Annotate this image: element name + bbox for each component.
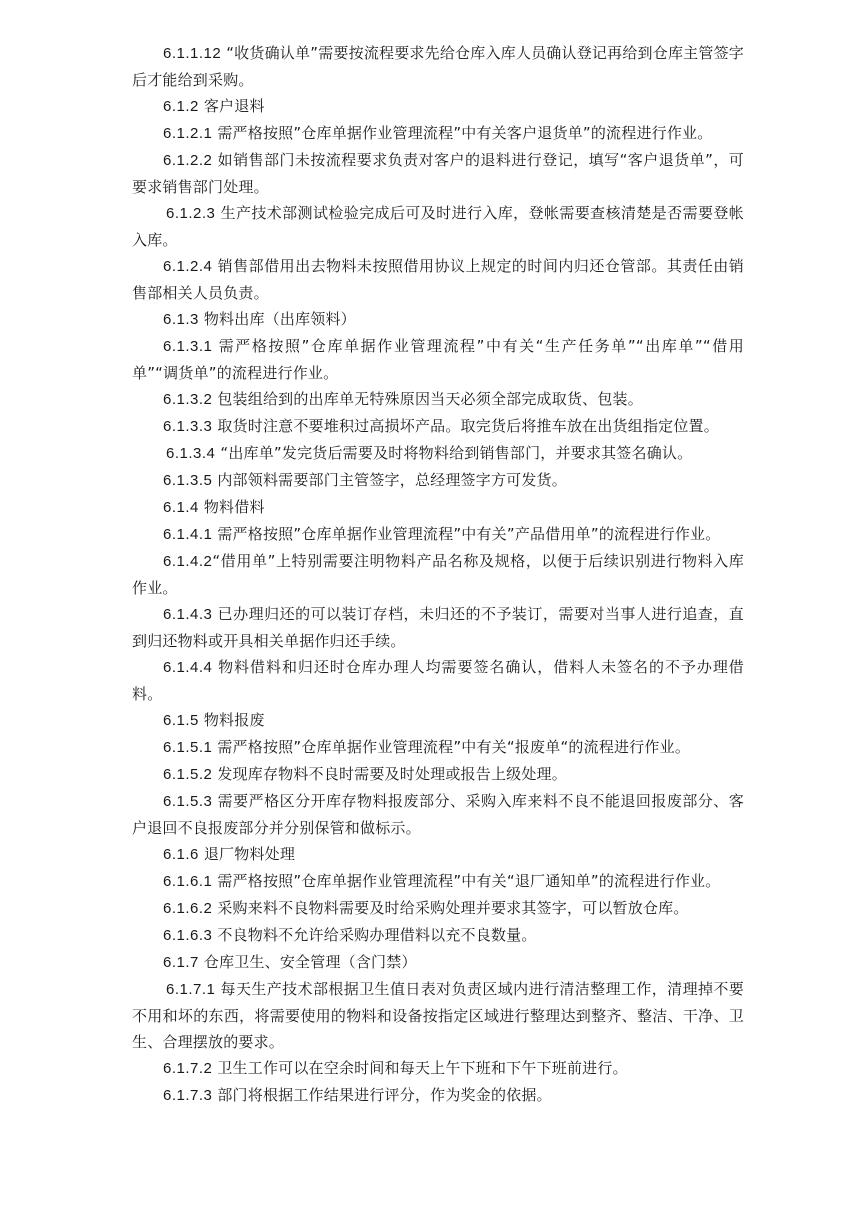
paragraph-6-1-4-4 xyxy=(132,654,744,707)
heading-6-1-7 xyxy=(132,949,744,976)
clause-number: 6.1.4.1 xyxy=(163,526,213,543)
paragraph-6-1-7-3 xyxy=(132,1082,744,1109)
section-number: 6.1.7 xyxy=(163,954,199,971)
clause-text: 卫生工作可以在空余时间和每天上午下班和下午下班前进行。 xyxy=(212,1059,628,1077)
clause-number: 6.1.5.2 xyxy=(163,766,213,783)
clause-number: 6.1.2.1 xyxy=(163,125,213,142)
paragraph-6-1-5-3 xyxy=(132,788,744,841)
clause-text: 如销售部门未按流程要求负责对客户的退料进行登记，填写“客户退货单”，可要求销售部门处理。 xyxy=(132,151,744,196)
paragraph-6-1-6-2 xyxy=(132,895,744,922)
clause-text: 生产技术部测试检验完成后可及时进行入库，登帐需要查核清楚是否需要登帐入库。 xyxy=(132,204,744,249)
section-number: 6.1.2 xyxy=(163,98,199,115)
clause-text: 不良物料不允许给采购办理借料以充不良数量。 xyxy=(212,926,537,944)
heading-6-1-2 xyxy=(132,93,744,120)
paragraph-6-1-6-1 xyxy=(132,868,744,895)
clause-number: 6.1.7.2 xyxy=(163,1060,213,1077)
paragraph-6-1-3-2 xyxy=(132,386,744,413)
clause-number: 6.1.2.4 xyxy=(163,258,213,275)
clause-number: 6.1.2.3 xyxy=(166,205,216,222)
section-title: 物料报废 xyxy=(198,711,265,729)
clause-number: 6.1.4.3 xyxy=(163,606,213,623)
paragraph-6-1-3-5 xyxy=(132,467,744,494)
paragraph-6-1-2-2 xyxy=(132,147,744,200)
clause-text: 内部领料需要部门主管签字，总经理签字方可发货。 xyxy=(212,471,567,489)
clause-text: 采购来料不良物料需要及时给采购处理并要求其签字，可以暂放仓库。 xyxy=(212,899,689,917)
clause-text: “借用单”上特别需要注明物料产品名称及规格，以便于后续识别进行物料入库作业。 xyxy=(132,552,744,597)
clause-number: 6.1.6.3 xyxy=(163,927,213,944)
clause-text: 取货时注意不要堆积过高损坏产品。取完货后将推车放在出货组指定位置。 xyxy=(212,417,719,435)
clause-number: 6.1.3.1 xyxy=(163,338,213,355)
clause-text: 需严格按照”仓库单据作业管理流程”中有关”产品借用单”的流程进行作业。 xyxy=(212,525,721,543)
section-title: 物料借料 xyxy=(198,498,265,516)
section-number: 6.1.6 xyxy=(163,846,199,863)
paragraph-6-1-2-4 xyxy=(132,253,744,306)
section-number: 6.1.4 xyxy=(163,499,199,516)
paragraph-6-1-4-1 xyxy=(132,521,744,548)
paragraph-6-1-7-2 xyxy=(132,1055,744,1082)
section-title: 仓库卫生、安全管理（含门禁） xyxy=(198,953,417,971)
paragraph-6-1-3-4 xyxy=(132,440,744,467)
clause-number: 6.1.4.4 xyxy=(163,659,213,676)
clause-number: 6.1.6.1 xyxy=(163,873,213,890)
clause-number: 6.1.6.2 xyxy=(163,900,213,917)
clause-text: 销售部借用出去物料未按照借用协议上规定的时间内归还仓管部。其责任由销售部相关人员负责。 xyxy=(132,257,744,302)
paragraph-6-1-2-3 xyxy=(132,200,744,253)
clause-text: 已办理归还的可以装订存档，未归还的不予装订，需要对当事人进行追查，直到归还物料或开具相关单据作归还手续。 xyxy=(132,605,744,650)
clause-number: 6.1.3.3 xyxy=(163,418,213,435)
clause-number: 6.1.5.3 xyxy=(163,793,213,810)
section-title: 物料出库（出库领料） xyxy=(198,310,356,328)
clause-number: 6.1.1.12 xyxy=(163,45,222,62)
section-number: 6.1.5 xyxy=(163,712,199,729)
clause-text: 包装组给到的出库单无特殊原因当天必须全部完成取货、包装。 xyxy=(212,390,643,408)
section-title: 客户退料 xyxy=(198,97,265,115)
document-body xyxy=(132,40,744,1109)
clause-text: 需严格按照”仓库单据作业管理流程”中有关“生产任务单”“出库单”“借用单”“调货单”的流程进行作业。 xyxy=(132,337,744,382)
heading-6-1-6 xyxy=(132,841,744,868)
clause-number: 6.1.3.2 xyxy=(163,391,213,408)
clause-text: 发现库存物料不良时需要及时处理或报告上级处理。 xyxy=(212,765,567,783)
clause-number: 6.1.7.3 xyxy=(163,1087,213,1104)
paragraph-6-1-2-1 xyxy=(132,120,744,147)
paragraph-6-1-5-2 xyxy=(132,761,744,788)
clause-number: 6.1.7.1 xyxy=(166,981,216,998)
section-number: 6.1.3 xyxy=(163,311,199,328)
paragraph-6-1-5-1 xyxy=(132,734,744,761)
heading-6-1-5 xyxy=(132,707,744,734)
paragraph-6-1-6-3 xyxy=(132,922,744,949)
paragraph-6-1-4-2 xyxy=(132,548,744,601)
section-title: 退厂物料处理 xyxy=(198,845,296,863)
paragraph-6-1-3-3 xyxy=(132,413,744,440)
clause-text: 需严格按照”仓库单据作业管理流程”中有关“退厂通知单”的流程进行作业。 xyxy=(212,872,721,890)
paragraph-6-1-3-1 xyxy=(132,333,744,386)
heading-6-1-4 xyxy=(132,494,744,521)
clause-text: 需要严格区分开库存物料报废部分、采购入库来料不良不能退回报废部分、客户退回不良报废部分并分别保管和做标示。 xyxy=(132,792,744,837)
clause-number: 6.1.2.2 xyxy=(163,152,213,169)
clause-number: 6.1.3.4 xyxy=(166,445,216,462)
clause-text: 每天生产技术部根据卫生值日表对负责区域内进行清洁整理工作，清理掉不要不用和坏的东西，将需要使用的物料和设备按指定区域进行整理达到整齐、整洁、干净、卫生、合理摆放的要求。 xyxy=(132,980,744,1051)
clause-text: 需严格按照”仓库单据作业管理流程”中有关“报废单“的流程进行作业。 xyxy=(212,738,691,756)
clause-text: “收货确认单”需要按流程要求先给仓库入库人员确认登记再给到仓库主管签字后才能给到采购。 xyxy=(132,44,744,89)
paragraph-6-1-1-12 xyxy=(132,40,744,93)
clause-number: 6.1.3.5 xyxy=(163,472,213,489)
clause-text: “出库单”发完货后需要及时将物料给到销售部门，并要求其签名确认。 xyxy=(215,444,693,462)
clause-number: 6.1.4.2 xyxy=(163,553,213,570)
clause-text: 部门将根据工作结果进行评分，作为奖金的依据。 xyxy=(212,1086,552,1104)
paragraph-6-1-4-3 xyxy=(132,601,744,654)
paragraph-6-1-7-1 xyxy=(132,976,744,1055)
clause-text: 物料借料和归还时仓库办理人均需要签名确认，借料人未签名的不予办理借料。 xyxy=(132,658,744,703)
clause-text: 需严格按照”仓库单据作业管理流程”中有关客户退货单”的流程进行作业。 xyxy=(212,124,713,142)
clause-number: 6.1.5.1 xyxy=(163,739,213,756)
heading-6-1-3 xyxy=(132,306,744,333)
